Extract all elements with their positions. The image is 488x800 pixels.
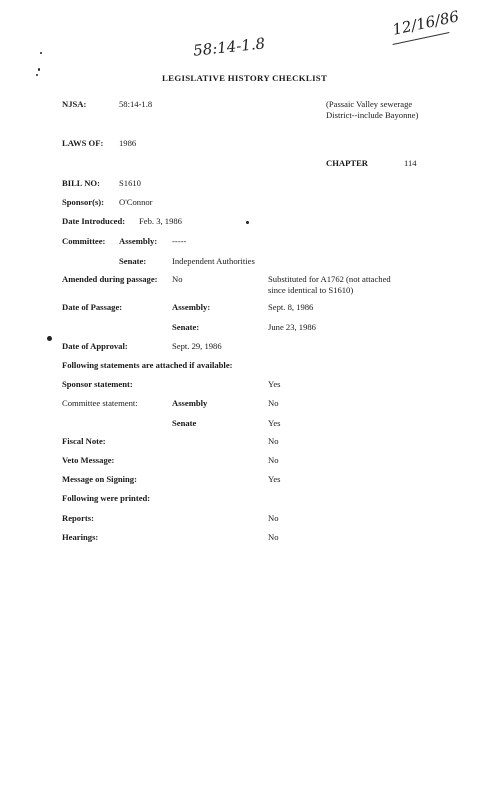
njsa-note-line1: (Passaic Valley sewerage	[326, 99, 413, 109]
committee-assembly-value: -----	[172, 236, 187, 246]
sponsor-label: Sponsor(s):	[62, 197, 105, 207]
committee-statement-assembly-value: No	[268, 398, 279, 408]
hearings-value: No	[268, 532, 279, 542]
substituted-line1: Substituted for A1762 (not attached	[268, 274, 391, 284]
scan-speck	[246, 221, 249, 224]
message-on-signing-value: Yes	[268, 474, 281, 484]
bill-no-value: S1610	[119, 178, 141, 188]
committee-statement-label: Committee statement:	[62, 398, 138, 408]
date-introduced-label: Date Introduced:	[62, 216, 126, 226]
veto-message-value: No	[268, 455, 279, 465]
fiscal-note-value: No	[268, 436, 279, 446]
laws-of-label: LAWS OF:	[62, 138, 104, 148]
passage-assembly-label: Assembly:	[172, 302, 211, 312]
handwritten-date-stamp: 12/16/86	[390, 7, 461, 39]
committee-statement-senate-label: Senate	[172, 418, 197, 428]
hearings-label: Hearings:	[62, 532, 99, 542]
passage-label: Date of Passage:	[62, 302, 123, 312]
sponsor-value: O'Connor	[119, 197, 153, 207]
chapter-label: CHAPTER	[326, 158, 369, 168]
approval-label: Date of Approval:	[62, 341, 128, 351]
fiscal-note-label: Fiscal Note:	[62, 436, 106, 446]
laws-of-value: 1986	[119, 138, 137, 148]
reports-value: No	[268, 513, 279, 523]
committee-label: Committee:	[62, 236, 106, 246]
scan-speck	[36, 74, 38, 76]
date-introduced-value: Feb. 3, 1986	[139, 216, 182, 226]
passage-assembly-value: Sept. 8, 1986	[268, 302, 314, 312]
bill-no-label: BILL NO:	[62, 178, 100, 188]
committee-statement-senate-value: Yes	[268, 418, 281, 428]
approval-value: Sept. 29, 1986	[172, 341, 222, 351]
veto-message-label: Veto Message:	[62, 455, 115, 465]
sponsor-statement-value: Yes	[268, 379, 281, 389]
page-title: LEGISLATIVE HISTORY CHECKLIST	[162, 73, 328, 83]
scan-speck	[38, 68, 40, 71]
passage-senate-label: Senate:	[172, 322, 200, 332]
reports-label: Reports:	[62, 513, 94, 523]
njsa-value: 58:14-1.8	[119, 99, 153, 109]
following-statements-heading: Following statements are attached if available:	[62, 360, 233, 370]
scan-speck	[40, 52, 42, 54]
amended-value: No	[172, 274, 183, 284]
njsa-note-line2: District--include Bayonne)	[326, 110, 419, 120]
substituted-line2: since identical to S1610)	[268, 285, 354, 295]
scan-speck	[47, 336, 52, 341]
following-printed-heading: Following were printed:	[62, 493, 151, 503]
amended-label: Amended during passage:	[62, 274, 158, 284]
sponsor-statement-label: Sponsor statement:	[62, 379, 133, 389]
handwritten-cite: 58:14-1.8	[192, 34, 266, 60]
committee-statement-assembly-label: Assembly	[172, 398, 208, 408]
chapter-value: 114	[404, 158, 417, 168]
committee-assembly-label: Assembly:	[119, 236, 158, 246]
njsa-label: NJSA:	[62, 99, 87, 109]
committee-senate-label: Senate:	[119, 256, 147, 266]
committee-senate-value: Independent Authorities	[172, 256, 255, 266]
passage-senate-value: June 23, 1986	[268, 322, 316, 332]
message-on-signing-label: Message on Signing:	[62, 474, 137, 484]
